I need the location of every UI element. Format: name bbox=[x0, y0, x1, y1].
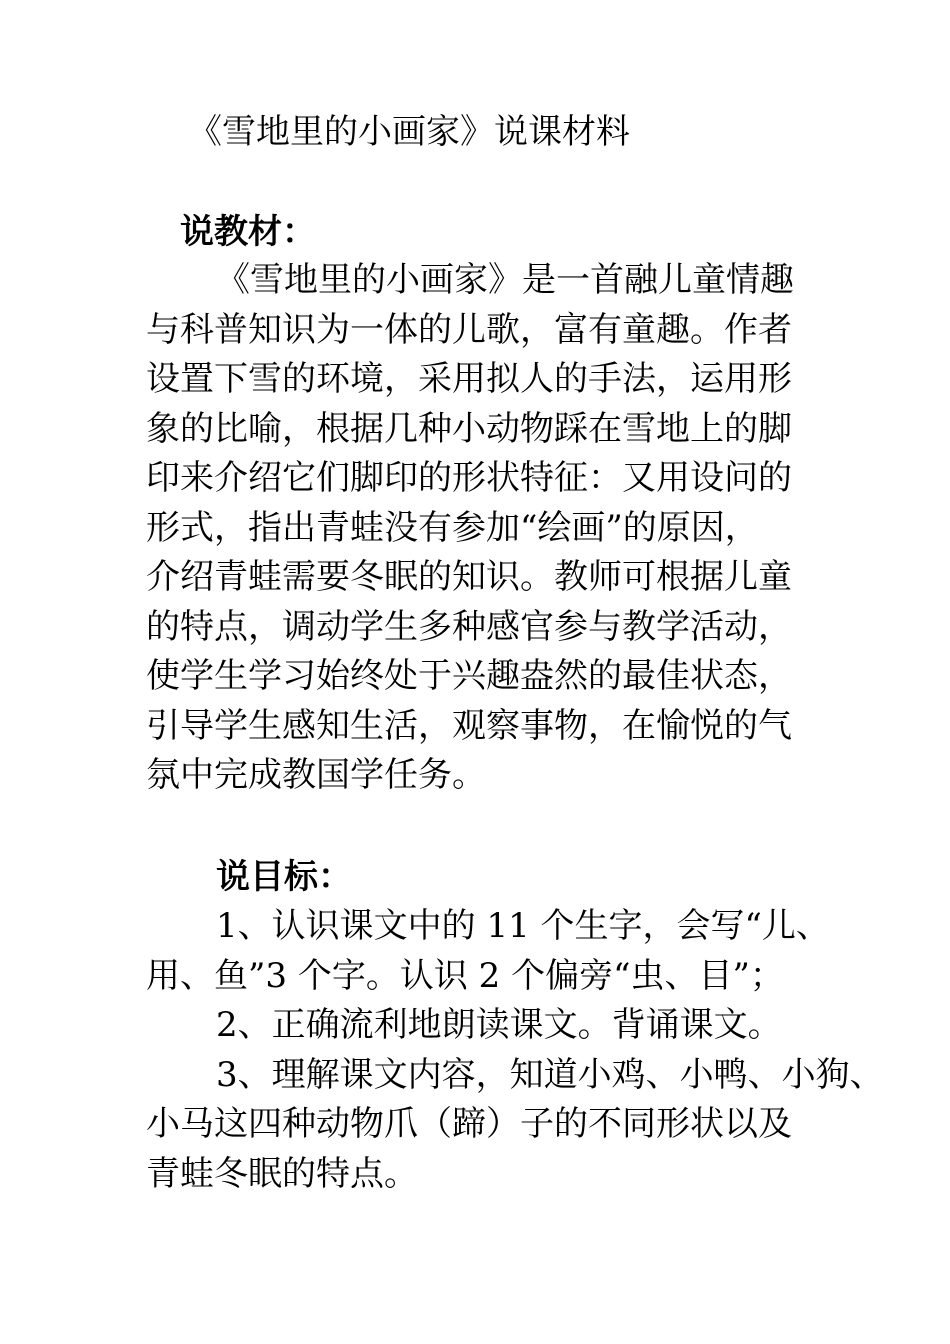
objective-line: 2、正确流利地朗读课文。背诵课文。 bbox=[216, 1005, 782, 1045]
objective-line: 小马这四种动物爪（蹄）子的不同形状以及 bbox=[146, 1104, 792, 1144]
paragraph-line: 介绍青蛙需要冬眠的知识。教师可根据儿童 bbox=[146, 557, 792, 597]
paragraph-line: 的特点，调动学生多种感官参与教学活动， bbox=[146, 607, 792, 647]
paragraph-line: 使学生学习始终处于兴趣盎然的最佳状态， bbox=[146, 656, 792, 696]
paragraph-line: 象的比喻，根据几种小动物踩在雪地上的脚 bbox=[146, 409, 792, 449]
paragraph-line: 形式，指出青蛙没有参加“绘画”的原因， bbox=[146, 508, 759, 548]
paragraph-line: 设置下雪的环境，采用拟人的手法，运用形 bbox=[146, 359, 792, 399]
paragraph-line: 与科普知识为一体的儿歌，富有童趣。作者 bbox=[146, 310, 792, 350]
paragraph-line: 引导学生感知生活，观察事物，在愉悦的气 bbox=[146, 706, 792, 746]
paragraph-line: 《雪地里的小画家》是一首融儿童情趣 bbox=[216, 260, 794, 300]
objective-line: 用、鱼”3 个字。认识 2 个偏旁“虫、目”； bbox=[146, 956, 784, 996]
document-title: 《雪地里的小画家》说课材料 bbox=[188, 112, 630, 152]
objective-line: 3、理解课文内容，知道小鸡、小鸭、小狗、 bbox=[216, 1055, 884, 1095]
paragraph-line: 印来介绍它们脚印的形状特征：又用设问的 bbox=[146, 458, 792, 498]
section-heading-teaching-material: 说教材： bbox=[180, 212, 316, 252]
section-heading-objectives: 说目标： bbox=[216, 857, 352, 897]
objective-line: 1、认识课文中的 11 个生字，会写“儿、 bbox=[216, 906, 830, 946]
paragraph-line: 氛中完成教国学任务。 bbox=[146, 755, 486, 795]
objective-line: 青蛙冬眠的特点。 bbox=[146, 1154, 418, 1194]
